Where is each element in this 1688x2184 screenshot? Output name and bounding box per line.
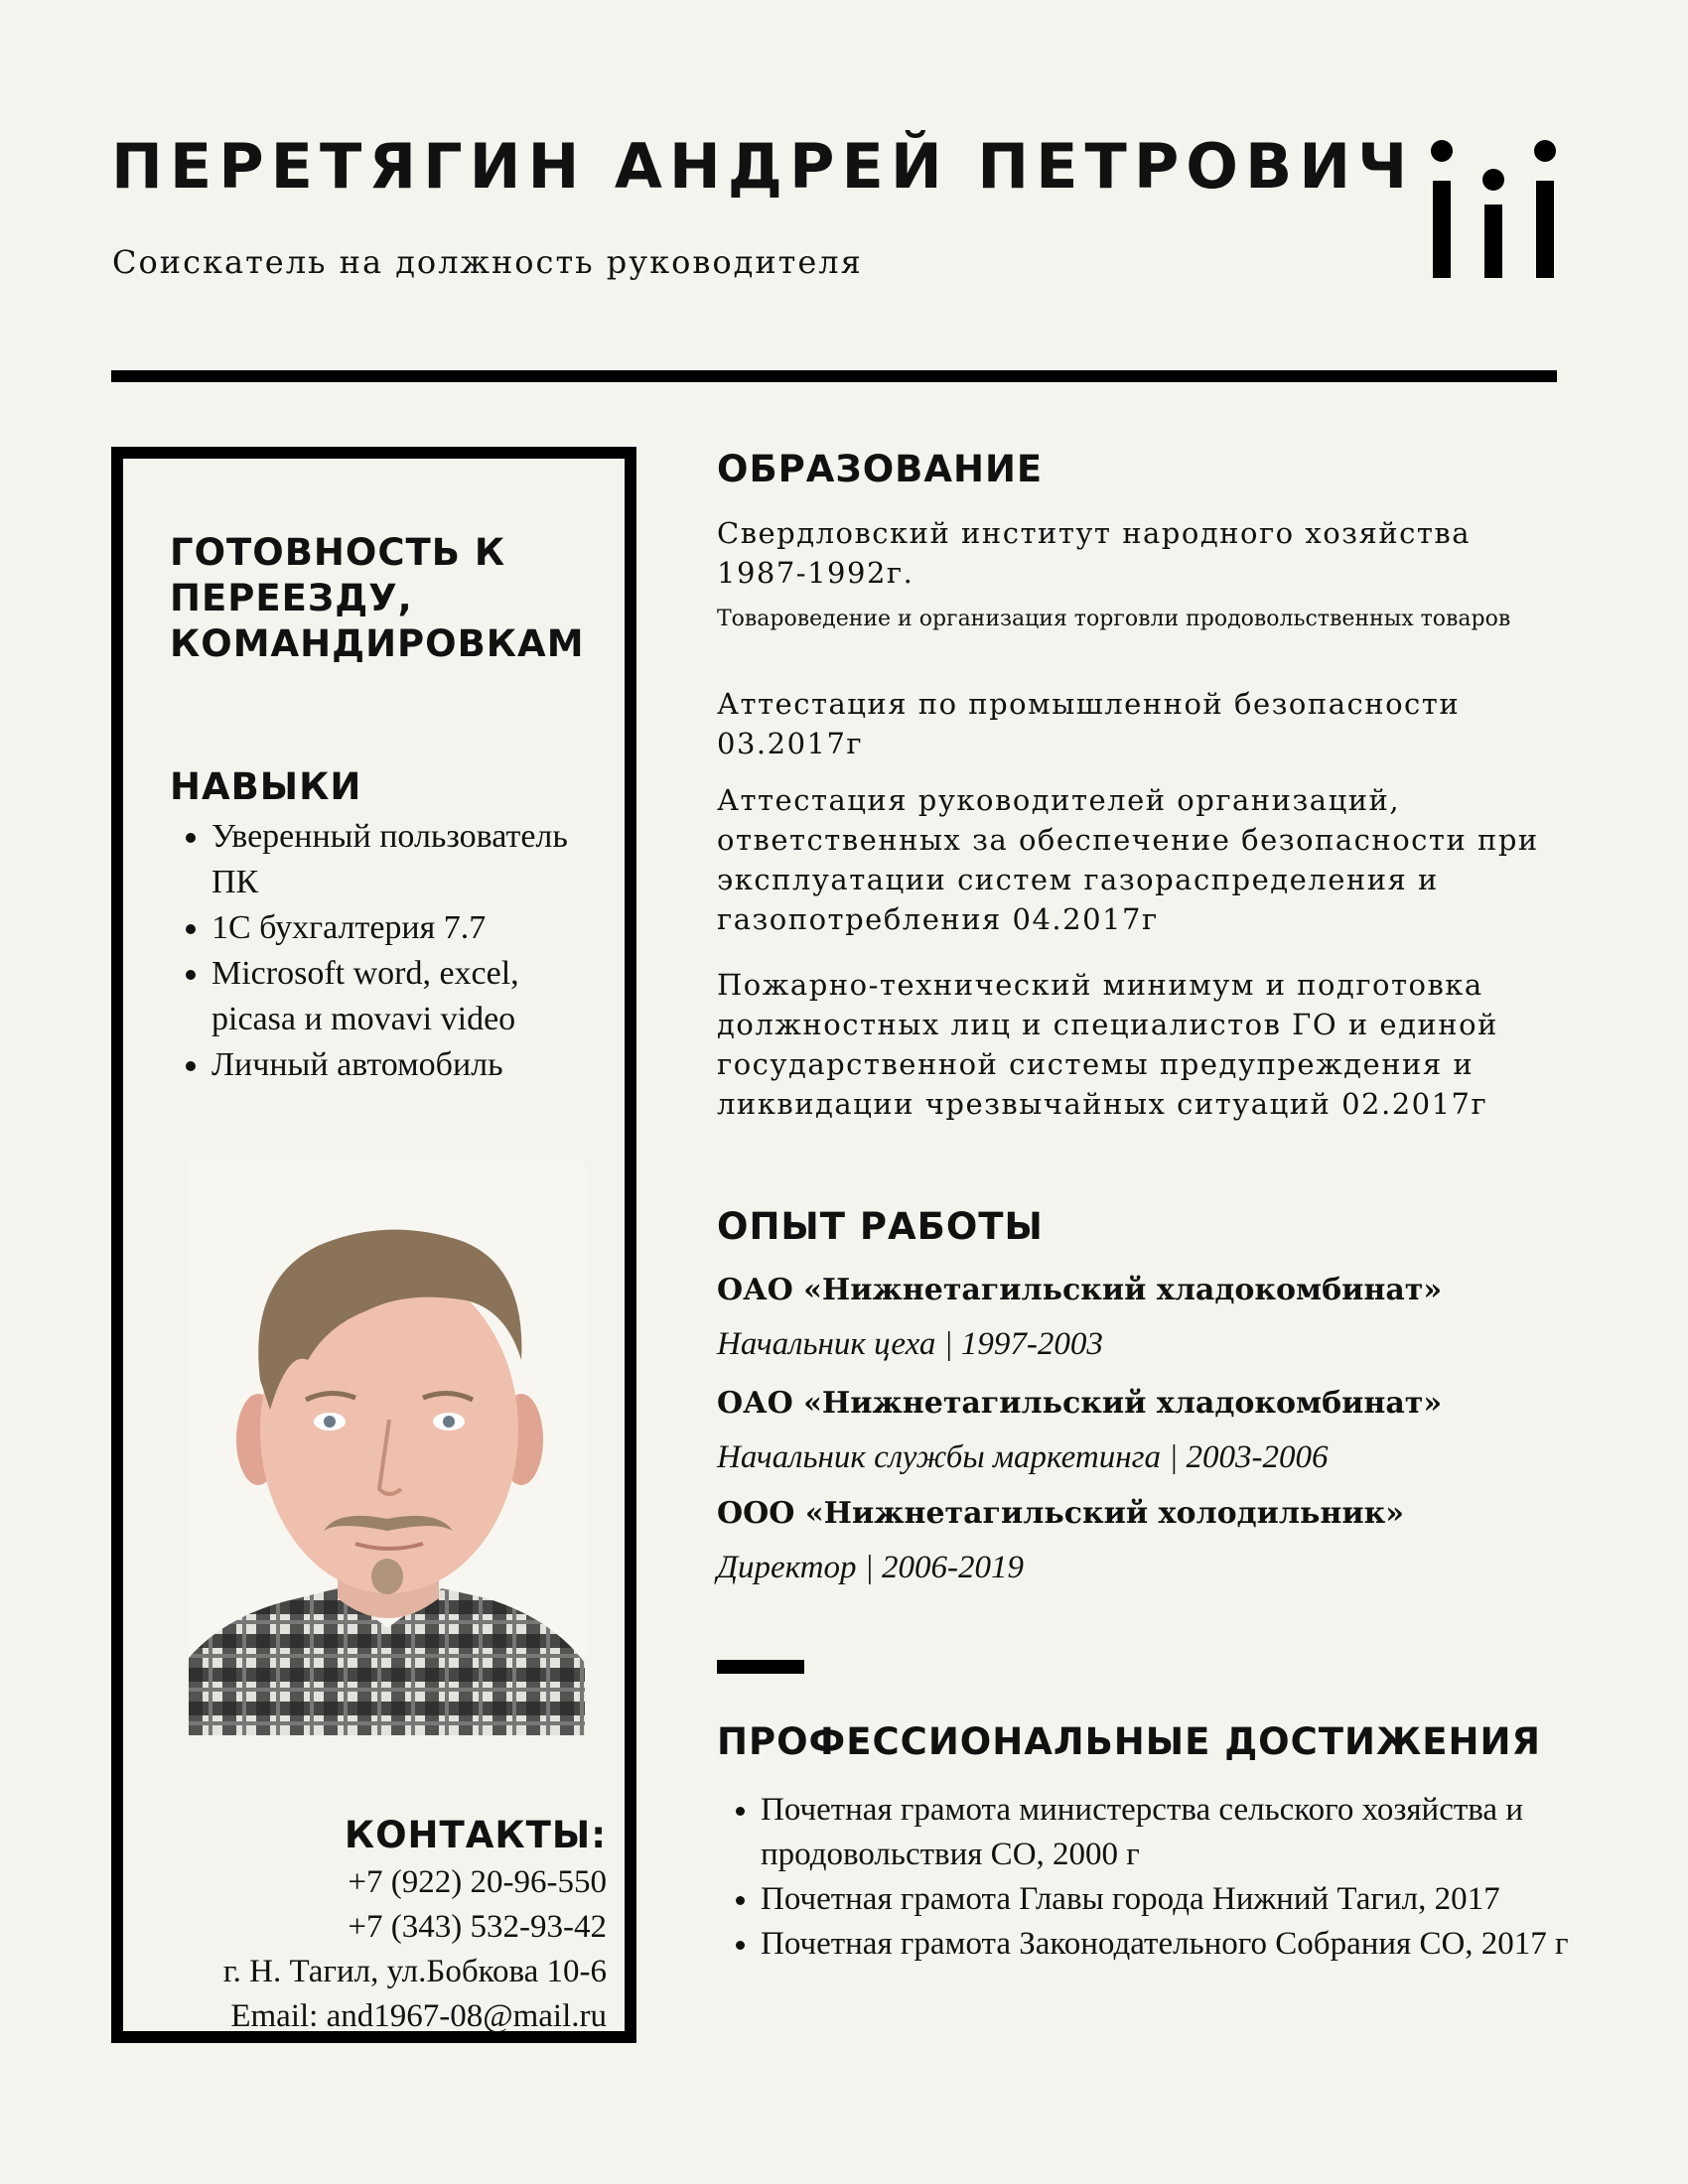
education-item-detail: Товароведение и организация торговли продовольственных товаров xyxy=(717,607,1511,631)
job-company: ООО «Нижнетагильский холодильник» xyxy=(717,1496,1405,1531)
education-item: Свердловский институт народного хозяйства 1987-1992г. xyxy=(717,516,1472,590)
phone-primary: +7 (922) 20-96-550 xyxy=(348,1864,607,1900)
education-item: Пожарно-технический минимум и подготовка должностных лиц и специалистов ГО и единой государственной системы предупреждения и ликвидации чрезвычайных ситуаций 02.2017г xyxy=(717,968,1498,1121)
education-item: Аттестация по промышленной безопасности 03.2017г xyxy=(717,687,1461,760)
contacts-heading: КОНТАКТЫ: xyxy=(344,1814,607,1856)
portrait-illustration xyxy=(189,1161,585,1735)
skill-item: • Microsoft word, excel, picasa и movavi video xyxy=(211,951,607,1042)
skill-item: • Уверенный пользователь ПК xyxy=(211,814,607,905)
address: г. Н. Тагил, ул.Бобкова 10-6 xyxy=(222,1954,607,1989)
dots-bars-logo-icon xyxy=(1430,139,1559,278)
email: Email: and1967-08@mail.ru xyxy=(230,1998,607,2034)
achievement-item: • Почетная грамота министерства сельского хозяйства и продовольствия СО, 2000 г xyxy=(761,1788,1571,1877)
skills-list xyxy=(170,814,607,1088)
candidate-name: ПЕРЕТЯГИН АНДРЕЙ ПЕТРОВИЧ xyxy=(111,130,1415,203)
skill-item: • Личный автомобиль xyxy=(211,1042,607,1088)
candidate-subtitle: Соискатель на должность руководителя xyxy=(112,243,863,281)
job-role: Директор | 2006-2019 xyxy=(717,1550,1025,1585)
contacts-block xyxy=(223,1860,607,2039)
job-company: ОАО «Нижнетагильский хладокомбинат» xyxy=(717,1273,1443,1307)
skill-item: • 1С бухгалтерия 7.7 xyxy=(211,905,607,951)
skills-heading: НАВЫКИ xyxy=(170,765,362,808)
relocation-heading: ГОТОВНОСТЬ К ПЕРЕЕЗДУ, КОМАНДИРОВКАМ xyxy=(170,531,585,665)
achievement-item: • Почетная грамота Законодательного Собрания СО, 2017 г xyxy=(761,1922,1571,1967)
phone-secondary: +7 (343) 532-93-42 xyxy=(348,1909,607,1945)
education-item: Аттестация руководителей организаций, ответственных за обеспечение безопасности при эксплуатации систем газораспределения и газопотребления 04.2017г xyxy=(717,783,1539,936)
education-heading: ОБРАЗОВАНИЕ xyxy=(717,448,1044,490)
sidebar-panel xyxy=(111,447,636,2043)
achievements-list xyxy=(717,1788,1571,1967)
portrait-photo xyxy=(189,1161,585,1735)
job-company: ОАО «Нижнетагильский хладокомбинат» xyxy=(717,1386,1443,1421)
header-divider xyxy=(111,370,1557,382)
achievement-item: • Почетная грамота Главы города Нижний Тагил, 2017 xyxy=(761,1877,1571,1922)
job-role: Начальник цеха | 1997-2003 xyxy=(717,1326,1103,1362)
experience-heading: ОПЫТ РАБОТЫ xyxy=(717,1205,1044,1248)
achievements-heading: ПРОФЕССИОНАЛЬНЫЕ ДОСТИЖЕНИЯ xyxy=(717,1720,1541,1763)
section-divider xyxy=(717,1660,804,1674)
job-role: Начальник службы маркетинга | 2003-2006 xyxy=(717,1439,1329,1475)
